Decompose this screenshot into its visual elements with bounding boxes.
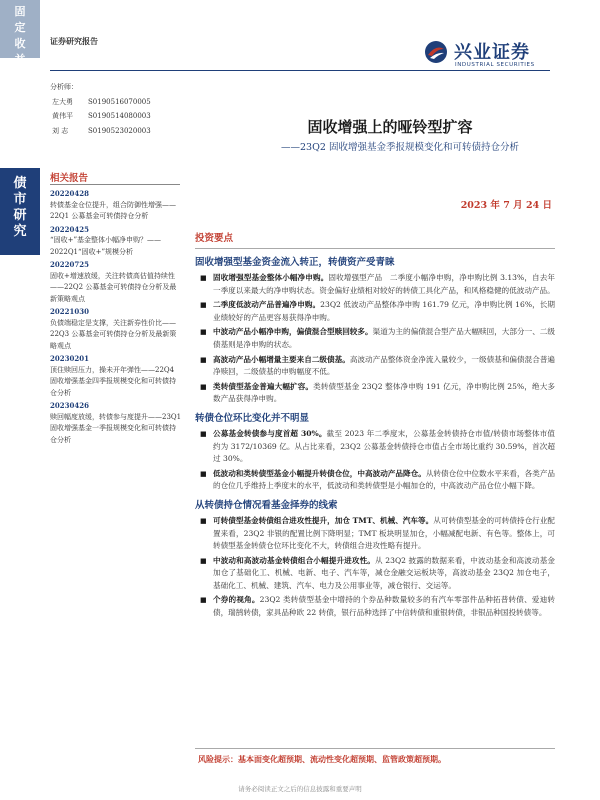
- bullet-point: [195, 428, 555, 466]
- logo-english-name: INDUSTRIAL SECURITIES: [455, 62, 535, 68]
- related-reports-divider: [50, 184, 180, 185]
- sidebar-char: 收: [14, 37, 26, 50]
- related-report-item[interactable]: [50, 306, 182, 352]
- risk-warning: 风险提示：基本面变化超预期、流动性变化超预期、监管政策超预期。: [198, 754, 446, 764]
- bullet-lead: 高波动产品小幅增量主要来自二级债基。: [213, 354, 350, 364]
- analyst-row: [50, 124, 190, 139]
- section-heading: 转债仓位环比变化并不明显: [195, 412, 310, 424]
- related-report-title[interactable]: 转债基金仓位提升，组合防御性增强——22Q1 公募基金可转债持仓分析: [50, 200, 176, 220]
- sidebar-char: 市: [13, 192, 27, 207]
- bullet-body: 从转债仓位中位数水平来看，各类产品的仓位几乎维持上季度末的水平，低波动和类转债型是小幅加仓的，中高波动产品仓位小幅下降。: [213, 468, 556, 491]
- related-report-date: 20220425: [50, 224, 89, 234]
- bullet-body: 23Q2 类转债型基金中增持的个券品种数量较多的有汽车零部件品种拓普转债、爱迪转债，瑞鹄转债，家具品种欧 22 转债，银行品种选择了中信转债和重银转债，非银品种国投转债等。: [213, 595, 555, 618]
- bullet-point: [195, 515, 555, 553]
- company-logo: [424, 38, 554, 72]
- related-report-item[interactable]: [50, 188, 182, 223]
- header-divider: [50, 70, 550, 71]
- related-report-date: 20230426: [50, 401, 89, 410]
- bullet-body: 渠道为主的偏债混合型产品大幅赎回，大部分一、二级债基则是净申购的状态。: [213, 327, 556, 349]
- bullet-body: 固收增强型产品 二季度小幅净申购，净申购比例 3.13%，自去年一季度以来最大的净申购状态。资金偏好业绩相对较好的转债工具化产品，和风格稳健的低波动产品。: [213, 273, 555, 295]
- related-report-item[interactable]: [50, 353, 182, 399]
- report-subtitle: ——23Q2 固收增强基金季报规模变化和可转债持仓分析: [281, 142, 519, 153]
- bullet-point: [195, 272, 555, 297]
- left-sidebar-strip: [0, 0, 40, 800]
- bullet-point: [195, 381, 555, 406]
- sidebar-char: 研: [13, 208, 27, 223]
- bullet-point: [195, 555, 555, 593]
- bullet-point: [195, 468, 555, 493]
- bullet-body: 23Q2 低波动产品整体净申购 161.79 亿元，净申购比例 16%，长期业绩较好的产品更容易获得净申购。: [213, 300, 555, 322]
- industrial-securities-logo-icon: [424, 40, 448, 64]
- report-type-label: 证券研究报告: [50, 37, 98, 46]
- bullet-body: 从 23Q2 披露的数据来看，中波动基金和高波动基金加仓了基础化工、机械、电新、电子、汽车等，减仓金融交运板块等，高波动基金 23Q2 加仓电子，基础化工、机械、建筑、汽车、电力及公用事业等，减仓银行、交运等。: [213, 555, 556, 590]
- report-title: 固收增强上的哑铃型扩容: [307, 118, 473, 136]
- analyst-cert-id: S0190514080003: [88, 112, 151, 120]
- analyst-row: [50, 109, 190, 124]
- sidebar-char: 固: [14, 5, 26, 18]
- sidebar-gap: [0, 60, 40, 168]
- bullet-point: [195, 299, 555, 324]
- related-report-title[interactable]: “固收+”基金整体小幅净申购？——2022Q1“固收+”规模分析: [50, 236, 162, 256]
- related-report-item[interactable]: [50, 400, 182, 446]
- analyst-row: [50, 95, 190, 110]
- analyst-cert-id: S0190516070005: [88, 97, 151, 106]
- sidebar-category-fixed-income: [0, 0, 40, 58]
- key-points-heading: 投资要点: [195, 233, 234, 244]
- related-report-title[interactable]: 负债端稳定是支撑，关注新券性价比——22Q3 公募基金可转债持仓分析及最新策略观点: [50, 318, 177, 350]
- analyst-label: 分析师：: [50, 83, 78, 91]
- logo-chinese-name: 兴业证券: [454, 42, 530, 63]
- bullet-body: 从可转债型基金的可转债持仓行业配置来看，23Q2 非银的配置比例下降明显；TMT 板块明显加仓，小幅减配电新、有色等。整体上，可转债型基金转债仓位环比变化不大，转债组合进攻性略有提升。: [213, 515, 555, 551]
- related-report-date: 20221030: [50, 307, 89, 316]
- analyst-name: 刘 志: [52, 126, 69, 135]
- related-report-item[interactable]: [50, 259, 182, 305]
- related-reports-heading: 相关报告: [50, 173, 89, 184]
- analyst-cert-id: S0190523020003: [88, 126, 151, 135]
- sidebar-category-bond-research: [0, 168, 40, 255]
- bullet-lead: 个券的视角。: [213, 595, 260, 605]
- analyst-name: 左大勇: [52, 97, 73, 106]
- bullet-lead: 二季度低波动产品普遍净申购。: [213, 300, 321, 310]
- related-report-title[interactable]: 固收+增速放缓，关注转债高估值持续性——22Q2 公募基金可转债持仓分析及最新策略观点: [50, 271, 177, 303]
- bullet-point: [195, 594, 555, 619]
- bullet-lead: 公募基金转债参与度首超 30%。: [213, 428, 327, 438]
- related-report-title[interactable]: 顶住赎回压力，操未开年弹性——22Q4 固收增强基金四季报规模变化和可转债持仓分析: [50, 365, 176, 397]
- sidebar-char: 究: [13, 224, 27, 239]
- analyst-block: [50, 80, 190, 138]
- related-report-item[interactable]: [50, 224, 182, 259]
- related-report-date: 20220428: [50, 189, 89, 198]
- analyst-name: 黄伟平: [52, 112, 73, 120]
- bullet-body: 截至 2023 年二季度末，公募基金转债持仓市值/转债市场整体市值约为 3172/10369 亿。从占比来看，23Q2 公募基金转债持仓市值占全市场比重约 30.59%，首次超过 30%。: [213, 428, 555, 464]
- section-heading: 固收增强型基金资金流入转正，转债资产受青睐: [195, 257, 395, 268]
- bullet-body: 高波动产品整体资金净流入量较少，一级债基和偏债混合普遍净赎回，二级债基的申购幅度不低。: [213, 354, 556, 377]
- risk-divider: [195, 748, 555, 749]
- related-report-date: 20220725: [50, 260, 89, 269]
- report-date: 2023 年 7 月 24 日: [460, 200, 552, 211]
- key-points-divider: [195, 248, 555, 249]
- bullet-lead: 类转债型基金普遍大幅扩容。: [213, 381, 314, 391]
- bullet-point: [195, 326, 555, 351]
- sidebar-char: 定: [14, 21, 26, 34]
- related-report-date: 20230201: [50, 354, 89, 363]
- bullet-lead: 低波动和类转债型基金小幅提升转债仓位，中高波动产品降仓。: [213, 468, 426, 478]
- bullet-point: [195, 354, 555, 379]
- bullet-lead: 可转债型基金转债组合进攻性提升，加仓 TMT、机械、汽车等。: [213, 515, 434, 525]
- related-report-title[interactable]: 赎回幅度放缓，转债参与度提升——23Q1 固收增强基金一季报规模变化和可转债持仓分析: [50, 412, 182, 444]
- main-content: [195, 230, 555, 622]
- disclaimer-footer: 请务必阅读正文之后的信息披露和重要声明: [238, 785, 362, 793]
- bullet-lead: 固收增强型基金整体小幅净申购。: [213, 273, 329, 282]
- bullet-lead: 中波动产品小幅净申购，偏债混合型赎回较多。: [213, 327, 373, 337]
- bullet-lead: 中波动和高波动基金转债组合小幅提升进攻性。: [213, 555, 376, 565]
- sidebar-char: 债: [13, 176, 27, 191]
- related-reports-list: [50, 188, 182, 447]
- section-heading: 从转债持仓情况看基金择券的线索: [195, 499, 338, 511]
- bullet-body: 类转债型基金 23Q2 整体净申购 191 亿元，净申购比例 25%，绝大多数产品获得净申购。: [213, 381, 555, 404]
